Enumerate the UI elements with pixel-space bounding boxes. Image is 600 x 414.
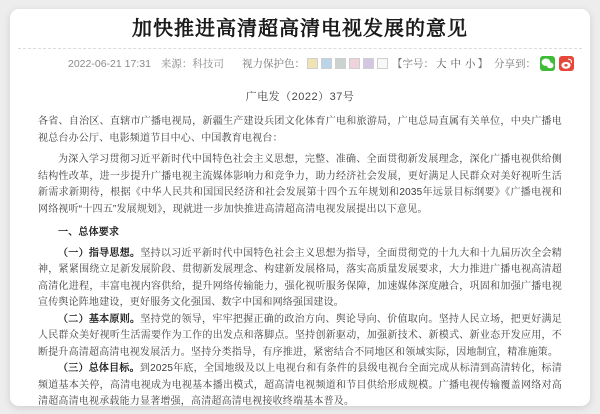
meta-bar — [10, 56, 590, 71]
paragraph-addressees: 各省、自治区、直辖市广播电视局，新疆生产建设兵团文化体育广电和旅游局，广电总局直属有关单位，中央广播电视总台办公厅、电影频道节目中心、中国教育电视台： — [38, 116, 562, 144]
item-3-text: 到2025年底，全国地级及以上电视台和有条件的县级电视台全面完成从标清到高清转化，标清频道基本关停，高清电视成为电视基本播出模式，超高清电视频道和节目供给形成规模。广播电视传输覆盖网络对高清超高清电视承载能力显著增强，高清超高清电视接收终端基本普及。 — [38, 363, 562, 406]
eye-protection-swatch-2[interactable] — [321, 58, 332, 69]
eye-protection-swatch-4[interactable] — [349, 58, 360, 69]
wechat-icon — [540, 56, 555, 71]
eye-protection-swatch-5[interactable] — [363, 58, 374, 69]
paragraph-item-3 — [38, 361, 562, 406]
font-size-small-button[interactable]: 小 — [465, 58, 476, 70]
font-size-prefix: 【字号： — [392, 58, 434, 70]
document-body — [10, 114, 590, 406]
title-divider — [18, 48, 582, 49]
item-1-text: 坚持以习近平新时代中国特色社会主义思想为指导，全面贯彻党的十九大和十九届历次全会精神，紧紧围绕立足新发展阶段、贯彻新发展理念、构建新发展格局，落实高质量发展要求，大力推进广播电视高清超高清化进程，丰富电视内容供给，提升网络传输能力，强化视听服务保障，加速媒体深度融合，巩固和加强广播电视宣传舆论阵地建设，更好服务文化强国、数字中国和网络强国建设。 — [38, 247, 563, 308]
font-size-medium-button[interactable]: 中 — [450, 58, 461, 70]
item-2-text: 坚持党的领导，牢牢把握正确的政治方向、舆论导向、价值取向。坚持人民立场，把更好满足人民群众美好视听生活需要作为工作的出发点和落脚点。坚持创新驱动，加强新技术、新模式、新业态开发应用，不断提升高清超高清电视发展活力。坚持分类指导，有序推进，紧密结合不同地区和领域实际，因地制宜，精准施策。 — [38, 313, 563, 358]
page-title: 加快推进高清超高清电视发展的意见 — [132, 18, 468, 40]
paragraph-item-2 — [38, 312, 562, 362]
share-weibo-button[interactable] — [559, 56, 574, 71]
item-1-lead: （一）指导思想。 — [58, 247, 141, 259]
publish-datetime: 2022-06-21 17:31 — [68, 57, 151, 70]
meta-right — [242, 56, 574, 71]
item-2-lead: （二）基本原则。 — [58, 313, 141, 325]
section-heading: 一、总体要求 — [58, 227, 120, 238]
meta-left — [68, 56, 224, 71]
share-label: 分享到： — [494, 58, 536, 70]
eye-protection-swatch-6[interactable] — [377, 58, 388, 69]
eye-protection-swatch-1[interactable] — [307, 58, 318, 69]
share-wechat-button[interactable] — [540, 56, 555, 71]
source-label: 来源：科技司 — [160, 58, 224, 70]
article-card — [10, 9, 590, 406]
font-size-large-button[interactable]: 大 — [436, 58, 447, 70]
item-3-lead: （三）总体目标。 — [58, 363, 140, 374]
eye-protect-label: 视力保护色： — [242, 58, 305, 70]
paragraph-item-1 — [38, 246, 562, 312]
document-number: 广电发（2022）37号 — [245, 91, 355, 103]
weibo-icon — [559, 56, 574, 71]
paragraph-intro: 为深入学习贯彻习近平新时代中国特色社会主义思想，完整、准确、全面贯彻新发展理念，深化广播电视供给侧结构性改革，进一步提升广播电视主流媒体影响力和竞争力，助力经济社会发展，更好满足人民群众对美好视听生活新需求新期待，根据《中华人民共和国国民经济和社会发展第十四个五年规划和2035年远景目标纲要》《广播电视和网络视听“十四五”发展规划》，现就进一步加快推进高清超高清电视发展提出以下意见。 — [38, 154, 562, 215]
eye-protection-swatch-3[interactable] — [335, 58, 346, 69]
font-size-suffix: 】 — [477, 58, 488, 70]
eye-protect-swatches — [307, 58, 388, 69]
